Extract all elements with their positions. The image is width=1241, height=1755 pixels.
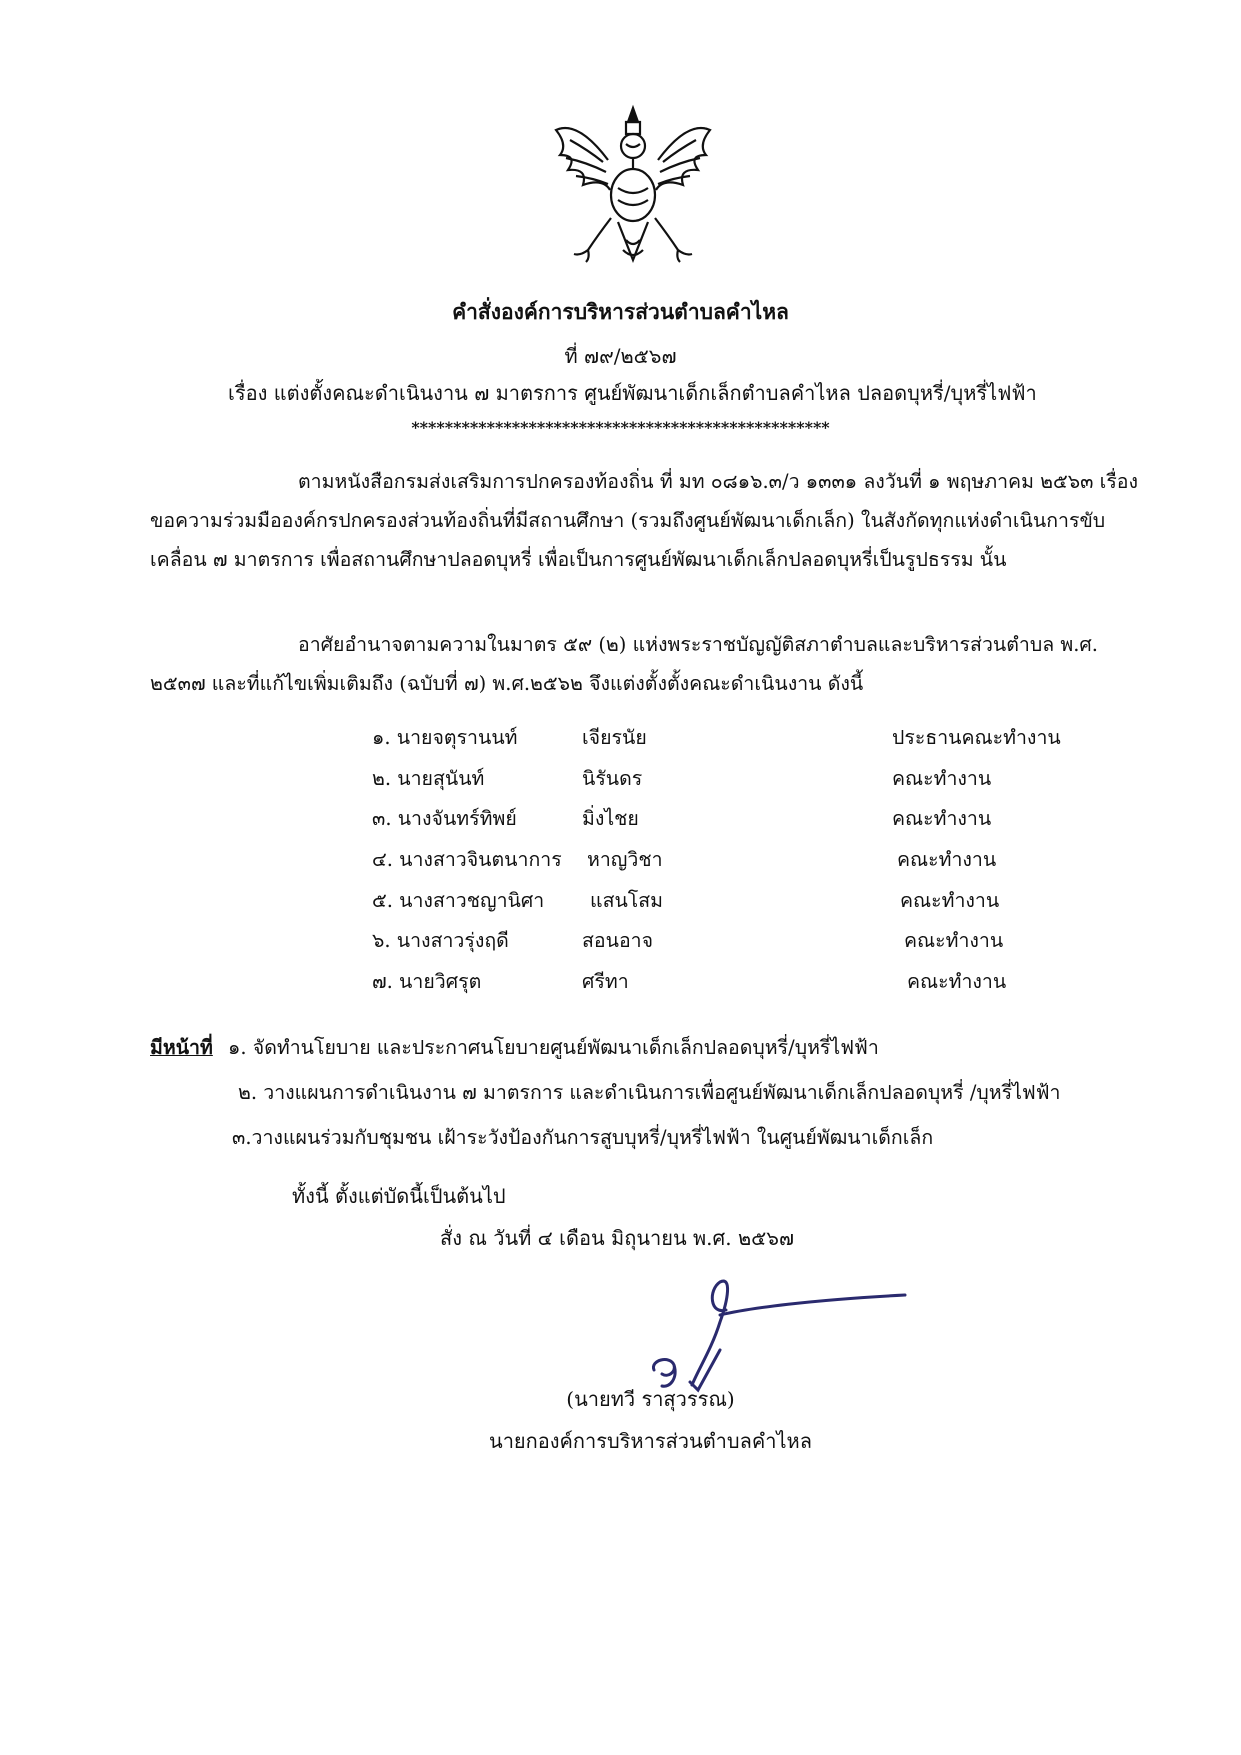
separator-line: ************************************************** [411,418,830,437]
list-item [150,1122,1150,1167]
list-item [372,803,1092,844]
member-surname: นิรันดร [582,766,643,790]
member-name: ๒. นายสุนันท์ [372,766,485,790]
order-title: คำสั่งองค์การบริหารส่วนตำบลคำไหล [452,299,789,324]
member-role: คณะทำงาน [900,888,1000,912]
member-name: ๑. นายจตุรานนท์ [372,726,518,749]
member-name: ๓. นางจันทร์ทิพย์ [372,807,517,831]
list-item [372,885,1092,926]
member-role: คณะทำงาน [892,807,992,831]
duty-item: ๓.วางแผนร่วมกับชุมชน เฝ้าระวังป้องกันการสูบบุหรี่/บุหรี่ไฟฟ้า ในศูนย์พัฒนาเด็กเล็ก [232,1126,934,1149]
member-list [372,722,1092,1007]
member-role: คณะทำงาน [904,929,1004,953]
member-surname: เจียรนัย [582,726,647,749]
duty-item: ๑. จัดทำนโยบาย และประกาศนโยบายศูนย์พัฒนาเด็กเล็กปลอดบุหรี่/บุหรี่ไฟฟ้า [228,1036,879,1059]
member-role: คณะทำงาน [892,766,992,790]
duties-section [150,1032,1150,1167]
member-surname: หาญวิชา [587,848,663,872]
order-subject: เรื่อง แต่งตั้งคณะดำเนินงาน ๗ มาตรการ ศูนย์พัฒนาเด็กเล็กตำบลคำไหล ปลอดบุหรี่/บุหรี่ไฟฟ้า [228,381,1037,405]
paragraph-authority [150,625,1140,703]
duty-item: ๒. วางแผนการดำเนินงาน ๗ มาตรการ และดำเนินการเพื่อศูนย์พัฒนาเด็กเล็กปลอดบุหรี่ /บุหรี่ไฟฟ้า [238,1081,1061,1104]
member-name: ๗. นายวิศรุต [372,970,482,994]
list-item [150,1032,1150,1077]
list-item [372,763,1092,804]
member-name: ๔. นางสาวจินตนาการ [372,848,562,872]
list-item [372,844,1092,885]
list-item [150,1077,1150,1122]
member-surname: มิ่งไชย [582,807,639,831]
paragraph-reference [150,462,1140,579]
list-item [372,925,1092,966]
duties-label: มีหน้าที่ [150,1036,213,1059]
signer-name: (นายทวี ราสุวรรณ) [566,1387,735,1411]
member-role: ประธานคณะทำงาน [892,726,1061,749]
order-number: ที่ ๗๙/๒๕๖๗ [564,344,677,368]
paragraph-text: ตามหนังสือกรมส่งเสริมการปกครองท้องถิ่น ที่ มท ๐๘๑๖.๓/ว ๑๓๓๑ ลงวันที่ ๑ พฤษภาคม ๒๕๖๓ เรื่อง ขอความร่วมมือองค์กรปกครองส่วนท้องถิ่นที่มีสถานศึกษา (รวมถึงศูนย์พัฒนาเด็กเล็ก) ในสังกัดทุกแห่งดำเนินการขับเคลื่อน ๗ มาตรการ เพื่อสถานศึกษาปลอดบุหรี่ เพื่อเป็นการศูนย์พัฒนาเด็กเล็กปลอดบุหรี่เป็นรูปธรรม นั้น [150,470,1139,571]
list-item [372,722,1092,763]
paragraph-text: อาศัยอำนาจตามความในมาตร ๕๙ (๒) แห่งพระราชบัญญัติสภาตำบลและบริหารส่วนตำบล พ.ศ. ๒๕๓๗ และที่แก้ไขเพิ่มเติมถึง (ฉบับที่ ๗) พ.ศ.๒๕๖๒ จึงแต่งตั้งตั้งคณะดำเนินงาน ดังนี้ [150,633,1098,695]
signature-icon [640,1270,920,1400]
signer-position: นายกองค์การบริหารส่วนตำบลคำไหล [489,1429,812,1453]
effective-statement: ทั้งนี้ ตั้งแต่บัดนี้เป็นต้นไป [292,1184,506,1208]
member-surname: แสนโสม [590,888,664,912]
member-surname: สอนอาจ [582,929,654,953]
order-date: สั่ง ณ วันที่ ๔ เดือน มิถุนายน พ.ศ. ๒๕๖๗ [440,1226,794,1250]
member-name: ๕. นางสาวชญานิศา [372,888,545,912]
list-item [372,966,1092,1007]
member-role: คณะทำงาน [897,848,997,872]
member-name: ๖. นางสาวรุ่งฤดี [372,929,509,953]
member-role: คณะทำงาน [907,970,1007,994]
member-surname: ศรีทา [582,970,629,994]
garuda-emblem-icon [548,100,718,270]
